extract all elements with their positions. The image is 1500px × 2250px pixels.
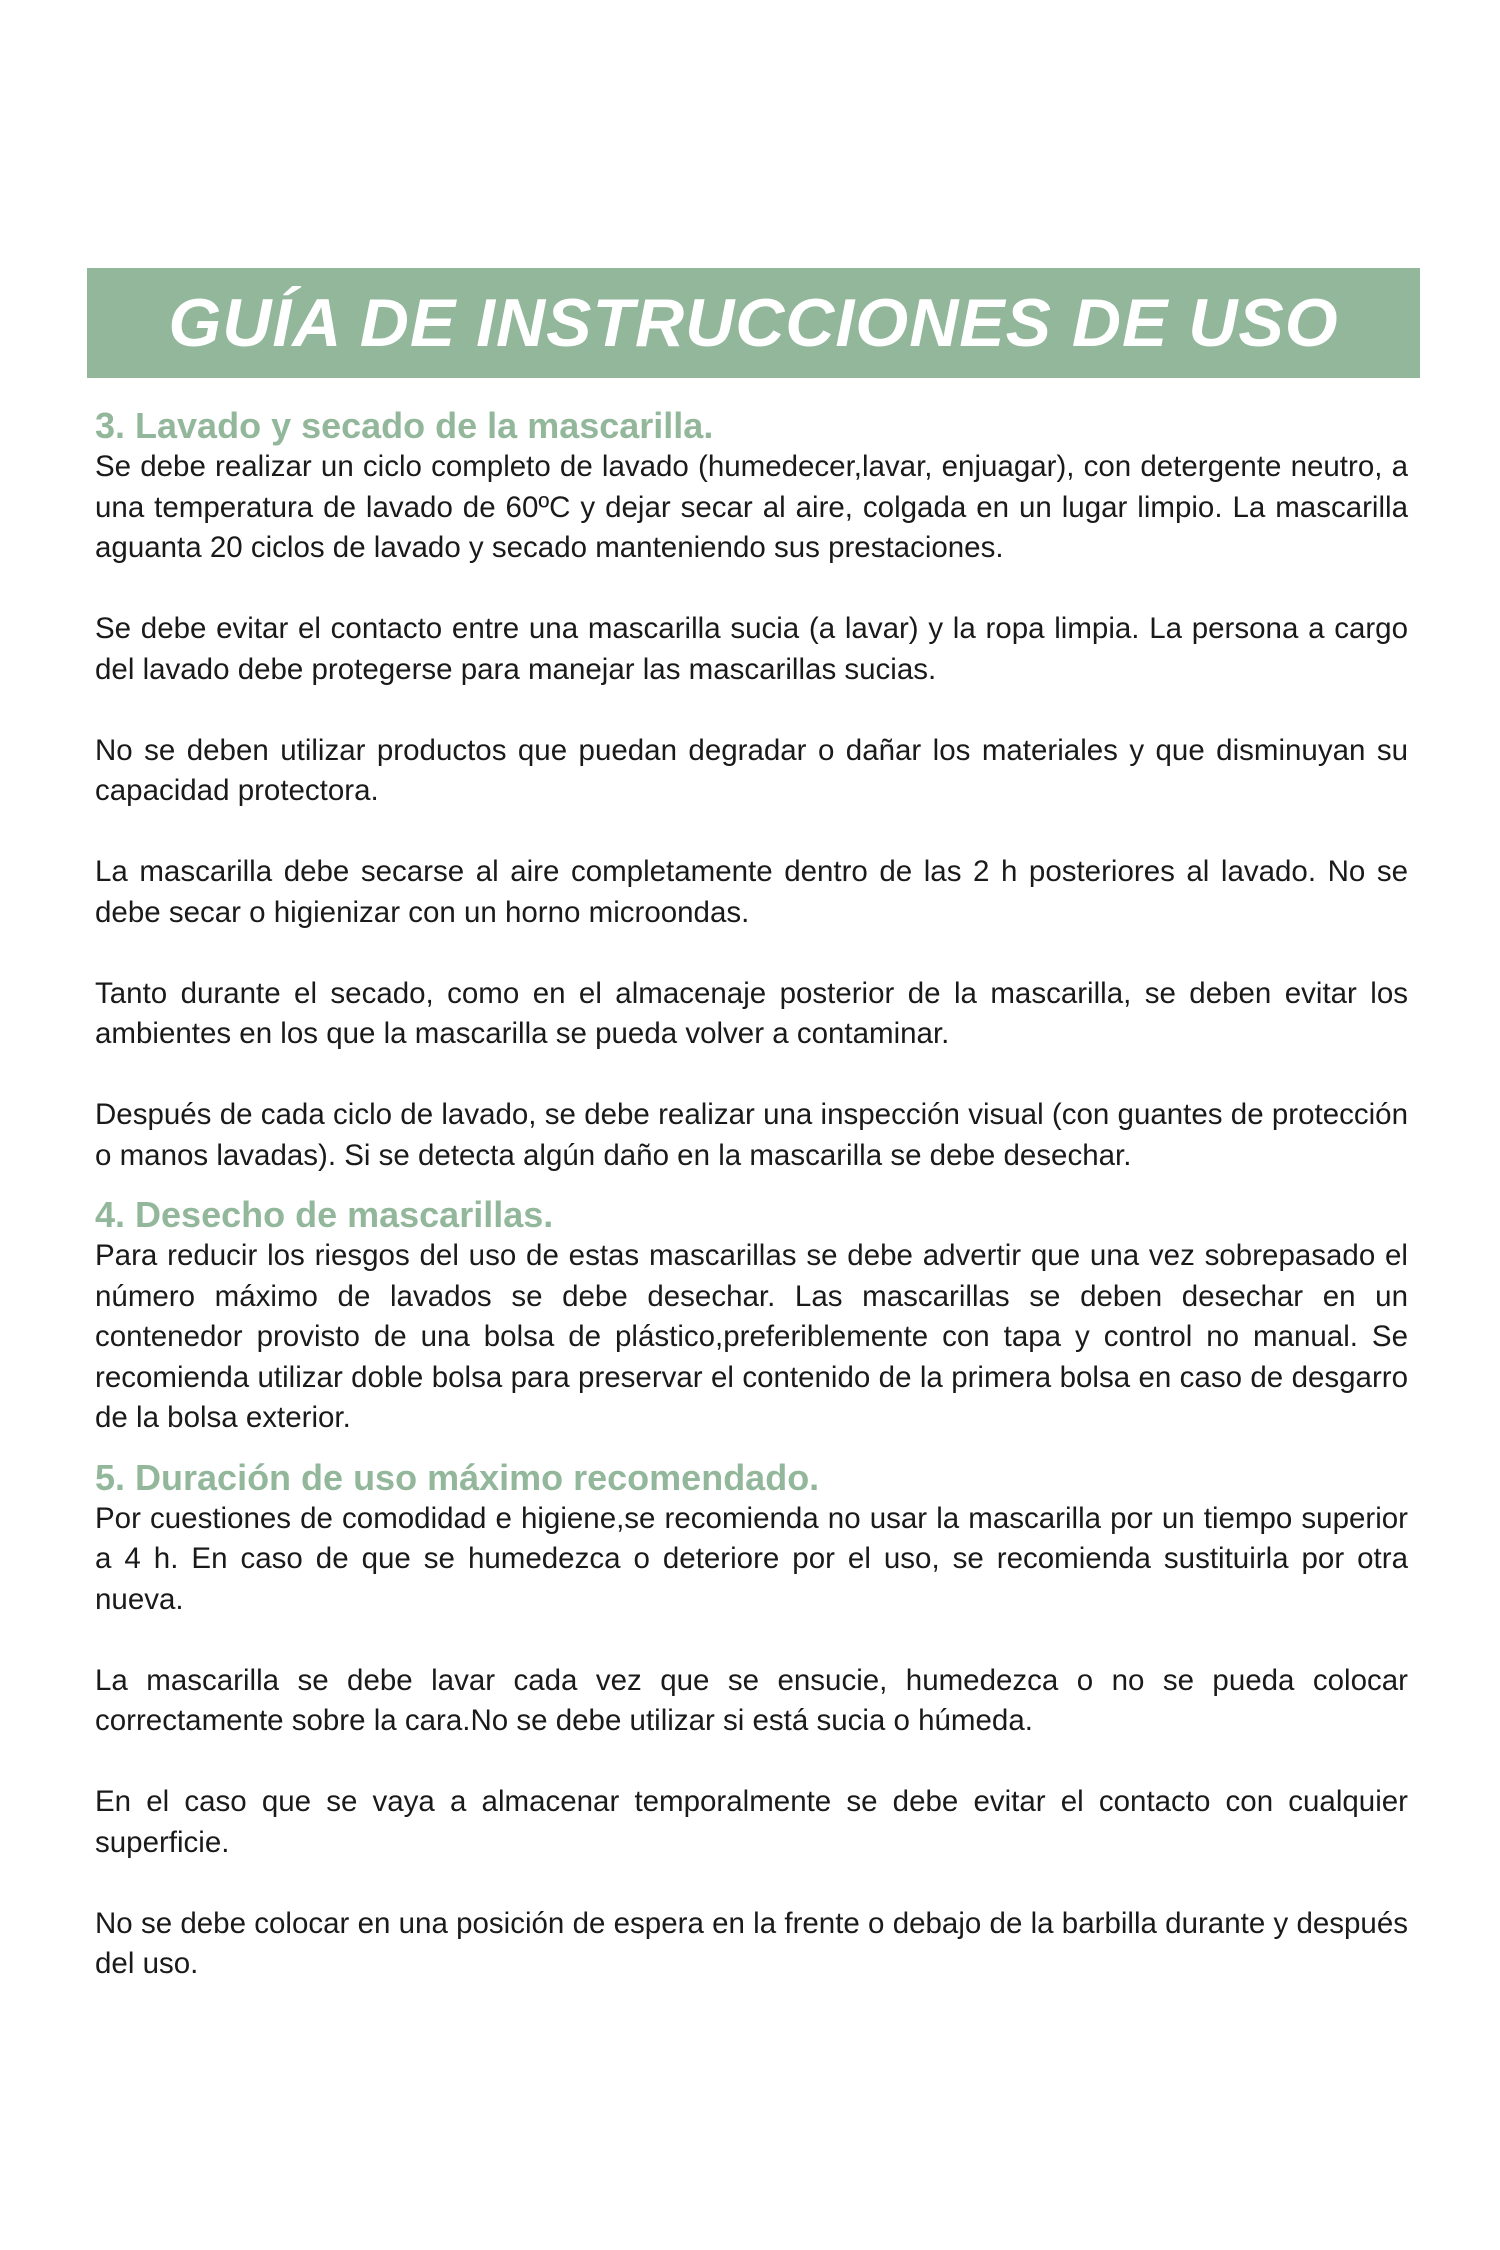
section-heading: 3. Lavado y secado de la mascarilla. bbox=[95, 405, 714, 446]
paragraph: La mascarilla se debe lavar cada vez que se ensucie, humedezca o no se pueda colocar correctamente sobre la cara.No se debe utilizar si está sucia o húmeda. bbox=[95, 1663, 1408, 1737]
title-banner bbox=[87, 268, 1420, 378]
section-washing bbox=[95, 405, 1408, 1176]
section-disposal bbox=[95, 1194, 1408, 1439]
paragraph: Se debe evitar el contacto entre una mascarilla sucia (a lavar) y la ropa limpia. La persona a cargo del lavado debe protegerse para manejar las mascarillas sucias. bbox=[95, 612, 1408, 686]
paragraph: La mascarilla debe secarse al aire completamente dentro de las 2 h posteriores al lavado. No se debe secar o higienizar con un horno microondas. bbox=[95, 855, 1408, 929]
paragraph: En el caso que se vaya a almacenar temporalmente se debe evitar el contacto con cualquier superficie. bbox=[95, 1785, 1408, 1859]
paragraph: Para reducir los riesgos del uso de estas mascarillas se debe advertir que una vez sobrepasado el número máximo de lavados se debe desechar. Las mascarillas se deben desechar en un contenedor provisto de una bolsa de plástico,preferiblemente con tapa y control no manual. Se recomienda utilizar doble bolsa para preservar el contenido de la primera bolsa en caso de desgarro de la bolsa exterior. bbox=[95, 1239, 1408, 1434]
paragraph: No se deben utilizar productos que puedan degradar o dañar los materiales y que disminuyan su capacidad protectora. bbox=[95, 733, 1408, 807]
paragraph: Después de cada ciclo de lavado, se debe realizar una inspección visual (con guantes de protección o manos lavadas). Si se detecta algún daño en la mascarilla se debe desechar. bbox=[95, 1098, 1408, 1172]
paragraph: No se debe colocar en una posición de espera en la frente o debajo de la barbilla durante y después del uso. bbox=[95, 1906, 1408, 1980]
paragraph: Por cuestiones de comodidad e higiene,se recomienda no usar la mascarilla por un tiempo superior a 4 h. En caso de que se humedezca o deteriore por el uso, se recomienda sustituirla por otra nueva. bbox=[95, 1501, 1408, 1616]
paragraph: Se debe realizar un ciclo completo de lavado (humedecer,lavar, enjuagar), con detergente neutro, a una temperatura de lavado de 60ºC y dejar secar al aire, colgada en un lugar limpio. La mascarilla aguanta 20 ciclos de lavado y secado manteniendo sus prestaciones. bbox=[95, 450, 1408, 564]
section-heading: 5. Duración de uso máximo recomendado. bbox=[95, 1456, 820, 1498]
section-duration bbox=[95, 1457, 1408, 1985]
paragraph: Tanto durante el secado, como en el almacenaje posterior de la mascarilla, se deben evitar los ambientes en los que la mascarilla se pueda volver a contaminar. bbox=[95, 976, 1408, 1050]
section-heading: 4. Desecho de mascarillas. bbox=[95, 1194, 554, 1235]
page-title: GUÍA DE INSTRUCCIONES DE USO bbox=[168, 285, 1339, 361]
document-body bbox=[95, 405, 1408, 1985]
